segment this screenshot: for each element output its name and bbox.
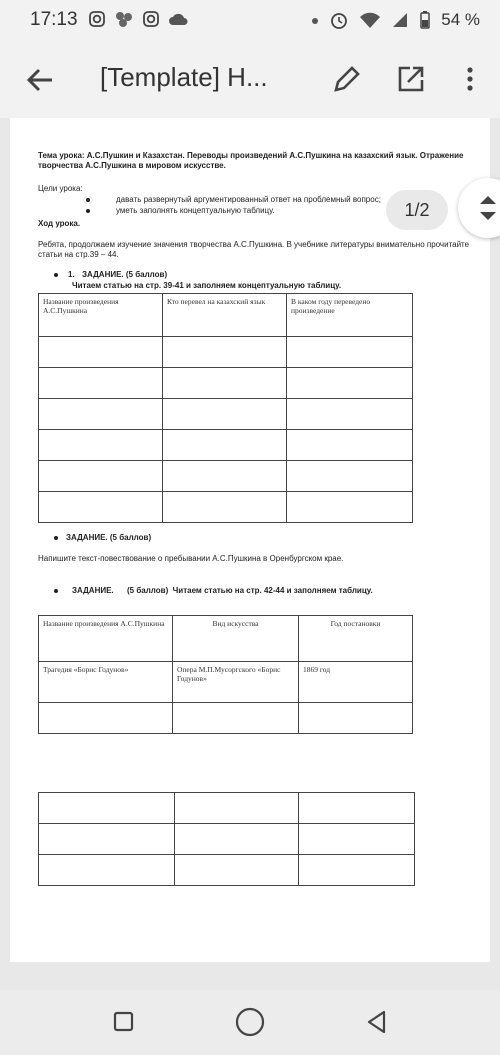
table-header-cell: Вид искусства — [173, 616, 299, 662]
system-nav-bar — [0, 990, 500, 1055]
table-header-cell: Кто перевел на казахский язык — [163, 294, 287, 337]
table-row — [39, 368, 413, 399]
table-cell[interactable]: 1869 год — [299, 662, 413, 703]
battery-icon — [419, 10, 431, 30]
table-row — [39, 492, 413, 523]
table-row — [39, 399, 413, 430]
table-cell[interactable] — [299, 824, 415, 855]
table-cell[interactable] — [175, 824, 299, 855]
bullet-icon — [86, 198, 90, 202]
table-cell[interactable]: Трагедия «Борис Годунов» — [39, 662, 173, 703]
table-row — [39, 337, 413, 368]
alarm-icon — [329, 10, 349, 30]
back-button[interactable] — [22, 62, 58, 98]
lesson-progress-label: Ход урока. — [38, 219, 81, 228]
scroll-arrows-icon — [458, 178, 500, 238]
more-vert-icon — [456, 62, 484, 96]
table-cell[interactable] — [287, 368, 413, 399]
intro-text: Ребята, продолжаем изучение значения творчества А.С.Пушкина. В учебнике литературы внимательно прочитайте статьи на стр.39 – 44. — [38, 240, 470, 259]
instagram-icon — [142, 10, 160, 28]
table-cell[interactable] — [299, 855, 415, 886]
table-row — [39, 461, 413, 492]
cloud-icon — [168, 10, 190, 28]
table-cell[interactable] — [39, 368, 163, 399]
table-header-cell: Название произведения А.С.Пушкина — [39, 294, 163, 337]
table-row — [39, 703, 413, 734]
table-cell[interactable] — [163, 368, 287, 399]
table-cell[interactable] — [39, 703, 173, 734]
more-options-button[interactable] — [456, 62, 484, 96]
goal-item-1: давать развернутый аргументированный ответ на проблемный вопрос; — [116, 195, 381, 204]
table-cell[interactable] — [39, 399, 163, 430]
bullet-icon — [54, 273, 58, 277]
status-bar — [0, 0, 500, 44]
open-external-icon — [394, 62, 428, 96]
table-cell[interactable] — [287, 430, 413, 461]
table-cell[interactable] — [39, 855, 175, 886]
table-cell[interactable] — [163, 461, 287, 492]
task1-title: ЗАДАНИЕ. (5 баллов) — [82, 270, 168, 279]
status-time: 17:13 — [30, 9, 78, 30]
concept-table-2 — [38, 615, 413, 734]
table-cell[interactable] — [163, 337, 287, 368]
table-cell[interactable] — [299, 793, 415, 824]
table-row — [39, 430, 413, 461]
table-cell[interactable] — [173, 703, 299, 734]
table-cell[interactable]: Опера М.П.Мусоргского «Борис Годунов» — [173, 662, 299, 703]
recents-button[interactable] — [112, 1010, 136, 1034]
task1-instruction: Читаем статью на стр. 39-41 и заполняем концептуальную таблицу. — [72, 281, 342, 290]
open-external-button[interactable] — [394, 62, 428, 96]
app-toolbar — [0, 44, 500, 118]
table-header-cell: В каком году переведено произведение — [287, 294, 413, 337]
table-row — [39, 793, 415, 824]
table-cell[interactable] — [175, 793, 299, 824]
table-cell[interactable] — [299, 703, 413, 734]
page-indicator: 1/2 — [386, 190, 448, 230]
table-cell[interactable] — [39, 793, 175, 824]
app-icon — [114, 10, 134, 28]
table-cell[interactable] — [39, 337, 163, 368]
table-cell[interactable] — [39, 824, 175, 855]
notification-icons — [88, 10, 190, 28]
task1-number: 1. — [68, 270, 75, 279]
pencil-icon — [330, 62, 364, 96]
table-row — [39, 662, 413, 703]
wifi-icon — [359, 11, 381, 29]
table-cell[interactable] — [287, 337, 413, 368]
table-cell[interactable] — [287, 492, 413, 523]
home-button[interactable] — [234, 1006, 266, 1038]
table-cell[interactable] — [287, 399, 413, 430]
dot-icon — [311, 11, 319, 29]
system-icons — [311, 10, 480, 30]
goals-label: Цели урока: — [38, 184, 83, 193]
bullet-icon — [86, 209, 90, 213]
table-cell[interactable] — [163, 399, 287, 430]
signal-icon — [391, 11, 409, 29]
table-header-cell: Название произведения А.С.Пушкина — [39, 616, 173, 662]
concept-table-2-continued — [38, 792, 415, 886]
table-cell[interactable] — [163, 430, 287, 461]
document-page-2[interactable] — [10, 792, 490, 962]
instagram-icon — [88, 10, 106, 28]
task3-line: ЗАДАНИЕ. (5 баллов) Читаем статью на стр. 42-44 и заполняем таблицу. — [72, 586, 373, 595]
table-cell[interactable] — [39, 492, 163, 523]
table-header-row — [39, 294, 413, 337]
fast-scroll-button[interactable] — [458, 178, 500, 238]
concept-table-1 — [38, 293, 413, 523]
battery-percent: 54 % — [441, 10, 480, 29]
table-cell[interactable] — [287, 461, 413, 492]
table-header-cell: Год постановки — [299, 616, 413, 662]
table-cell[interactable] — [39, 430, 163, 461]
arrow-back-icon — [22, 62, 58, 98]
table-cell[interactable] — [163, 492, 287, 523]
table-cell[interactable] — [39, 461, 163, 492]
edit-button[interactable] — [330, 62, 364, 96]
lesson-topic: Тема урока: А.С.Пушкин и Казахстан. Переводы произведений А.С.Пушкина на казахский язык. Отражение творчества А.С.Пушкина в мировом искусстве. — [38, 151, 464, 170]
table-row — [39, 824, 415, 855]
back-nav-button[interactable] — [364, 1008, 390, 1036]
table-row — [39, 855, 415, 886]
bullet-icon — [54, 536, 58, 540]
table-header-row — [39, 616, 413, 662]
task2-instruction: Напишите текст-повествование о пребывании А.С.Пушкина в Оренбургском крае. — [38, 554, 344, 563]
goal-item-2: уметь заполнять концептуальную таблицу. — [116, 206, 275, 215]
task2-title: ЗАДАНИЕ. (5 баллов) — [66, 533, 152, 542]
table-cell[interactable] — [175, 855, 299, 886]
document-title: [Template] Н... — [100, 62, 268, 92]
bullet-icon — [54, 589, 58, 593]
